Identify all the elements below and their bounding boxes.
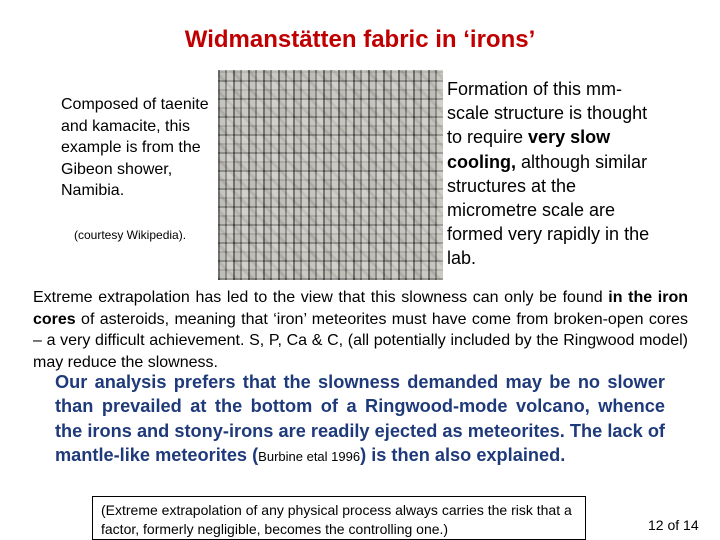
formation-text <box>447 77 662 271</box>
formation-text-part2: although similar structures at the micrometre scale are formed very rapidly in the lab. <box>447 151 650 269</box>
paragraph-part1: Extreme extrapolation has led to the view that this slowness can only be found <box>33 289 609 306</box>
analysis-part2: ) is then also explained. <box>360 444 566 465</box>
analysis-citation: Burbine etal 1996 <box>258 448 361 464</box>
analysis-paragraph <box>55 370 665 469</box>
paragraph-bold: in the iron cores <box>33 289 688 328</box>
formation-text-part1: Formation of this mm-scale structure is thought to require <box>447 79 648 148</box>
formation-text-bold: very slow cooling, <box>447 127 611 172</box>
extrapolation-note-box: (Extreme extrapolation of any physical process always carries the risk that a factor, formerly negligible, becomes the controlling one.) <box>92 496 586 540</box>
slide-title: Widmanstätten fabric in ‘irons’ <box>184 26 536 53</box>
image-caption: Composed of taenite and kamacite, this example is from the Gibeon shower, Namibia. <box>61 96 209 199</box>
extrapolation-paragraph <box>33 287 688 373</box>
paragraph-part2: of asteroids, meaning that ‘iron’ meteorites must have come from broken-open cores – a very difficult achievement. S, P, Ca & C, (all potentially included by the Ringwood model) may reduce the slowness. <box>33 310 688 371</box>
widmanstatten-photo <box>218 70 443 280</box>
page-number: 12 of 14 <box>648 517 699 533</box>
analysis-part1: Our analysis prefers that the slowness demanded may be no slower than prevailed at the bottom of a Ringwood-mode volcano, whence the irons and stony-irons are readily ejected as meteorites. The lack of mantle-like meteorites ( <box>55 372 665 465</box>
image-credit: (courtesy Wikipedia). <box>74 228 187 242</box>
